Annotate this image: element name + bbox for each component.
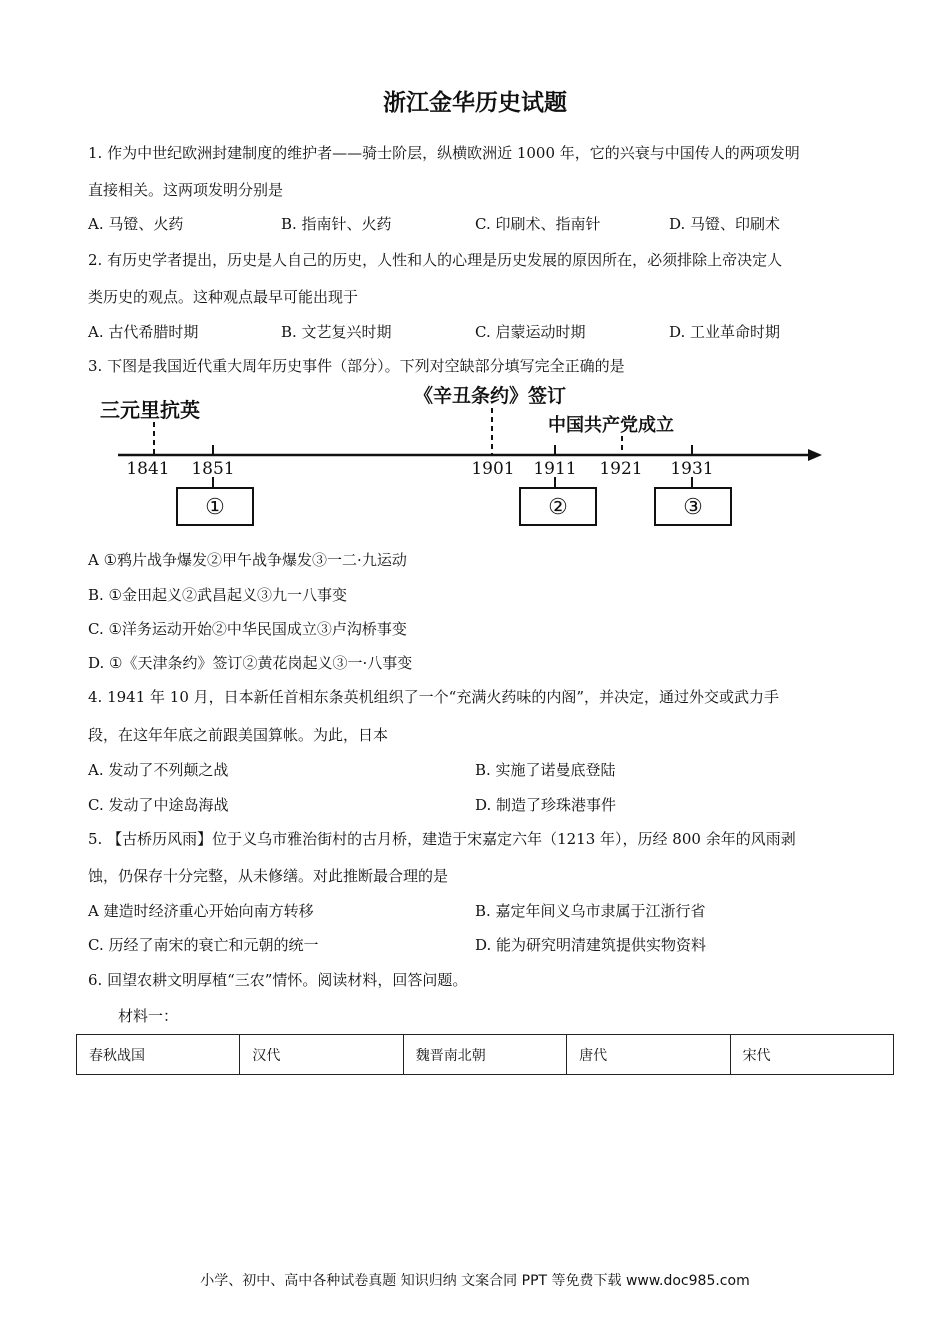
q2-option-b[interactable]: B. 文艺复兴时期 <box>281 323 392 341</box>
q1-stem-line2: 直接相关。这两项发明分别是 <box>88 181 284 199</box>
timeline-year-1851: 1851 <box>191 459 235 479</box>
q4-option-a[interactable]: A. 发动了不列颠之战 <box>88 761 229 779</box>
q5-option-d[interactable]: D. 能为研究明清建筑提供实物资料 <box>475 936 707 954</box>
table-cell-han: 汉代 <box>240 1035 403 1075</box>
timeline-arrow-icon <box>808 449 822 461</box>
q3-option-a[interactable]: A ①鸦片战争爆发②甲午战争爆发③一二·九运动 <box>88 551 407 569</box>
timeline-year-1911: 1911 <box>533 459 577 479</box>
timeline-event-sanyuanli: 三元里抗英 <box>100 398 200 422</box>
q3-option-d[interactable]: D. ①《天津条约》签订②黄花岗起义③一·八事变 <box>88 654 413 672</box>
table-cell-spring-autumn: 春秋战国 <box>77 1035 240 1075</box>
q5-stem-line1: 5. 【古桥历风雨】位于义乌市雅治街村的古月桥，建造于宋嘉定六年（1213 年），历经 800 余年的风雨剥 <box>88 830 796 848</box>
q4-option-b[interactable]: B. 实施了诺曼底登陆 <box>475 761 616 779</box>
q5-option-c[interactable]: C. 历经了南宋的衰亡和元朝的统一 <box>88 936 319 954</box>
q5-option-a[interactable]: A 建造时经济重心开始向南方转移 <box>88 902 314 920</box>
q1-option-c[interactable]: C. 印刷术、指南针 <box>475 215 601 233</box>
page-title: 浙江金华历史试题 <box>383 89 567 116</box>
timeline-box-label-2: ② <box>548 495 568 520</box>
table-cell-tang: 唐代 <box>567 1035 730 1075</box>
q3-stem-line1: 3. 下图是我国近代重大周年历史事件（部分）。下列对空缺部分填写完全正确的是 <box>88 357 625 375</box>
timeline-box-label-1: ① <box>205 495 225 520</box>
table-row <box>77 1035 894 1075</box>
q1-option-d[interactable]: D. 马镫、印刷术 <box>669 215 781 233</box>
q2-option-d[interactable]: D. 工业革命时期 <box>669 323 781 341</box>
q4-stem-line1: 4. 1941 年 10 月，日本新任首相东条英机组织了一个“充满火药味的内阁”，并决定，通过外交或武力手 <box>88 688 779 706</box>
q5-stem-line2: 蚀，仍保存十分完整，从未修缮。对此推断最合理的是 <box>88 867 449 885</box>
q6-stem-line1: 6. 回望农耕文明厚植“三农”情怀。阅读材料，回答问题。 <box>88 971 468 989</box>
q1-option-b[interactable]: B. 指南针、火药 <box>281 215 392 233</box>
history-timeline-figure <box>96 380 826 530</box>
table-cell-wei-jin: 魏晋南北朝 <box>403 1035 566 1075</box>
q1-option-a[interactable]: A. 马镫、火药 <box>88 215 184 233</box>
q2-stem-line2: 类历史的观点。这种观点最早可能出现于 <box>88 288 359 306</box>
timeline-event-xinchou-treaty: 《辛丑条约》签订 <box>414 385 567 407</box>
timeline-year-1841: 1841 <box>126 459 170 479</box>
timeline-year-1901: 1901 <box>471 459 515 479</box>
q4-option-c[interactable]: C. 发动了中途岛海战 <box>88 796 229 814</box>
q3-option-c[interactable]: C. ①洋务运动开始②中华民国成立③卢沟桥事变 <box>88 620 407 638</box>
q3-option-b[interactable]: B. ①金田起义②武昌起义③九一八事变 <box>88 586 348 604</box>
q4-option-d[interactable]: D. 制造了珍珠港事件 <box>475 796 617 814</box>
q5-option-b[interactable]: B. 嘉定年间义乌市隶属于江浙行省 <box>475 902 706 920</box>
timeline-box-label-3: ③ <box>683 495 703 520</box>
timeline-event-ccp-founding: 中国共产党成立 <box>548 415 674 436</box>
timeline-year-1921: 1921 <box>599 459 643 479</box>
q2-option-c[interactable]: C. 启蒙运动时期 <box>475 323 586 341</box>
page-footer: 小学、初中、高中各种试卷真题 知识归纳 文案合同 PPT 等免费下载 www.doc985.com <box>200 1273 750 1289</box>
q2-stem-line1: 2. 有历史学者提出，历史是人自己的历史，人性和人的心理是历史发展的原因所在，必须排除上帝决定人 <box>88 251 783 269</box>
q2-option-a[interactable]: A. 古代希腊时期 <box>88 323 199 341</box>
q6-material-label: 材料一： <box>118 1007 179 1025</box>
q4-stem-line2: 段，在这年年底之前跟美国算帐。为此，日本 <box>88 726 389 744</box>
table-cell-song: 宋代 <box>730 1035 893 1075</box>
q1-stem-line1: 1. 作为中世纪欧洲封建制度的维护者——骑士阶层，纵横欧洲近 1000 年，它的兴衰与中国传人的两项发明 <box>88 144 800 162</box>
q6-period-table <box>76 1034 894 1075</box>
timeline-year-1931: 1931 <box>670 459 714 479</box>
